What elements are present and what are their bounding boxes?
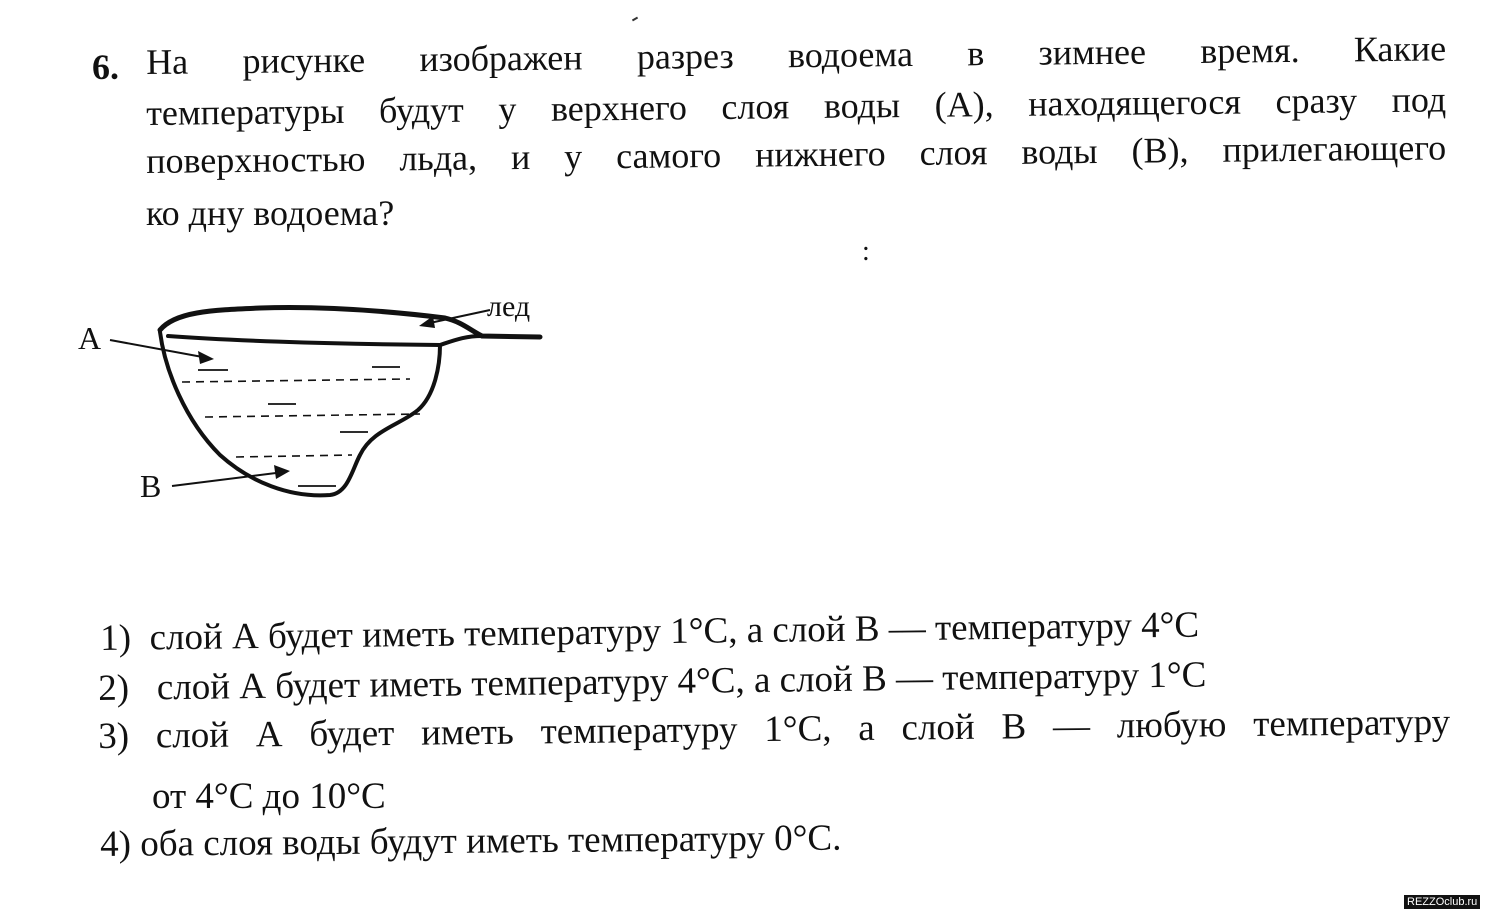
pond-cross-section-diagram [60,280,560,520]
option-number: 3) [97,715,130,757]
question-line-4: ко дну водоема? [146,193,395,233]
option-number: 4) [99,823,132,865]
answer-option-1 [99,604,1200,659]
ice-underside [168,336,482,345]
answer-option-4 [99,817,842,865]
option-text: слой А будет иметь температуру 1°С, а слой В — температуру 4°С [149,604,1200,659]
arrow-a-head [198,351,214,364]
water-layer-line [205,414,420,417]
question-line-1: На рисунке изображен разрез водоема в зимнее время. Какие [145,28,1447,82]
stray-mark-top [632,17,638,22]
option-number: 2) [97,667,130,709]
answer-option-2 [98,656,1207,707]
arrow-a-line [110,340,208,358]
question-line-3: поверхностью льда, и у самого нижнего слоя воды (В), прилегающего [145,127,1447,181]
arrow-b-head [274,465,290,479]
stray-colon: : [862,236,870,267]
question-line-2: температуры будут у верхнего слоя воды (А), находящегося сразу под [145,79,1447,133]
option-text: слой А будет иметь температуру 4°С, а слой В — температуру 1°С [156,654,1207,709]
water-layer-line [236,455,352,457]
label-a: А [78,320,102,356]
water-layer-line [182,379,410,382]
answer-option-3-continuation: от 4°С до 10°С [152,776,386,817]
option-number: 1) [99,617,132,659]
answer-option-3 [97,701,1451,757]
site-watermark: REZZOclub.ru [1404,895,1480,909]
option-text: оба слоя воды будут иметь температуру 0°С. [140,817,842,865]
option-text: слой А будет иметь температуру 1°С, а слой В — любую температуру [155,701,1451,757]
label-ice: лед [487,290,531,323]
question-number: 6. [92,47,119,87]
label-b: В [140,468,162,504]
